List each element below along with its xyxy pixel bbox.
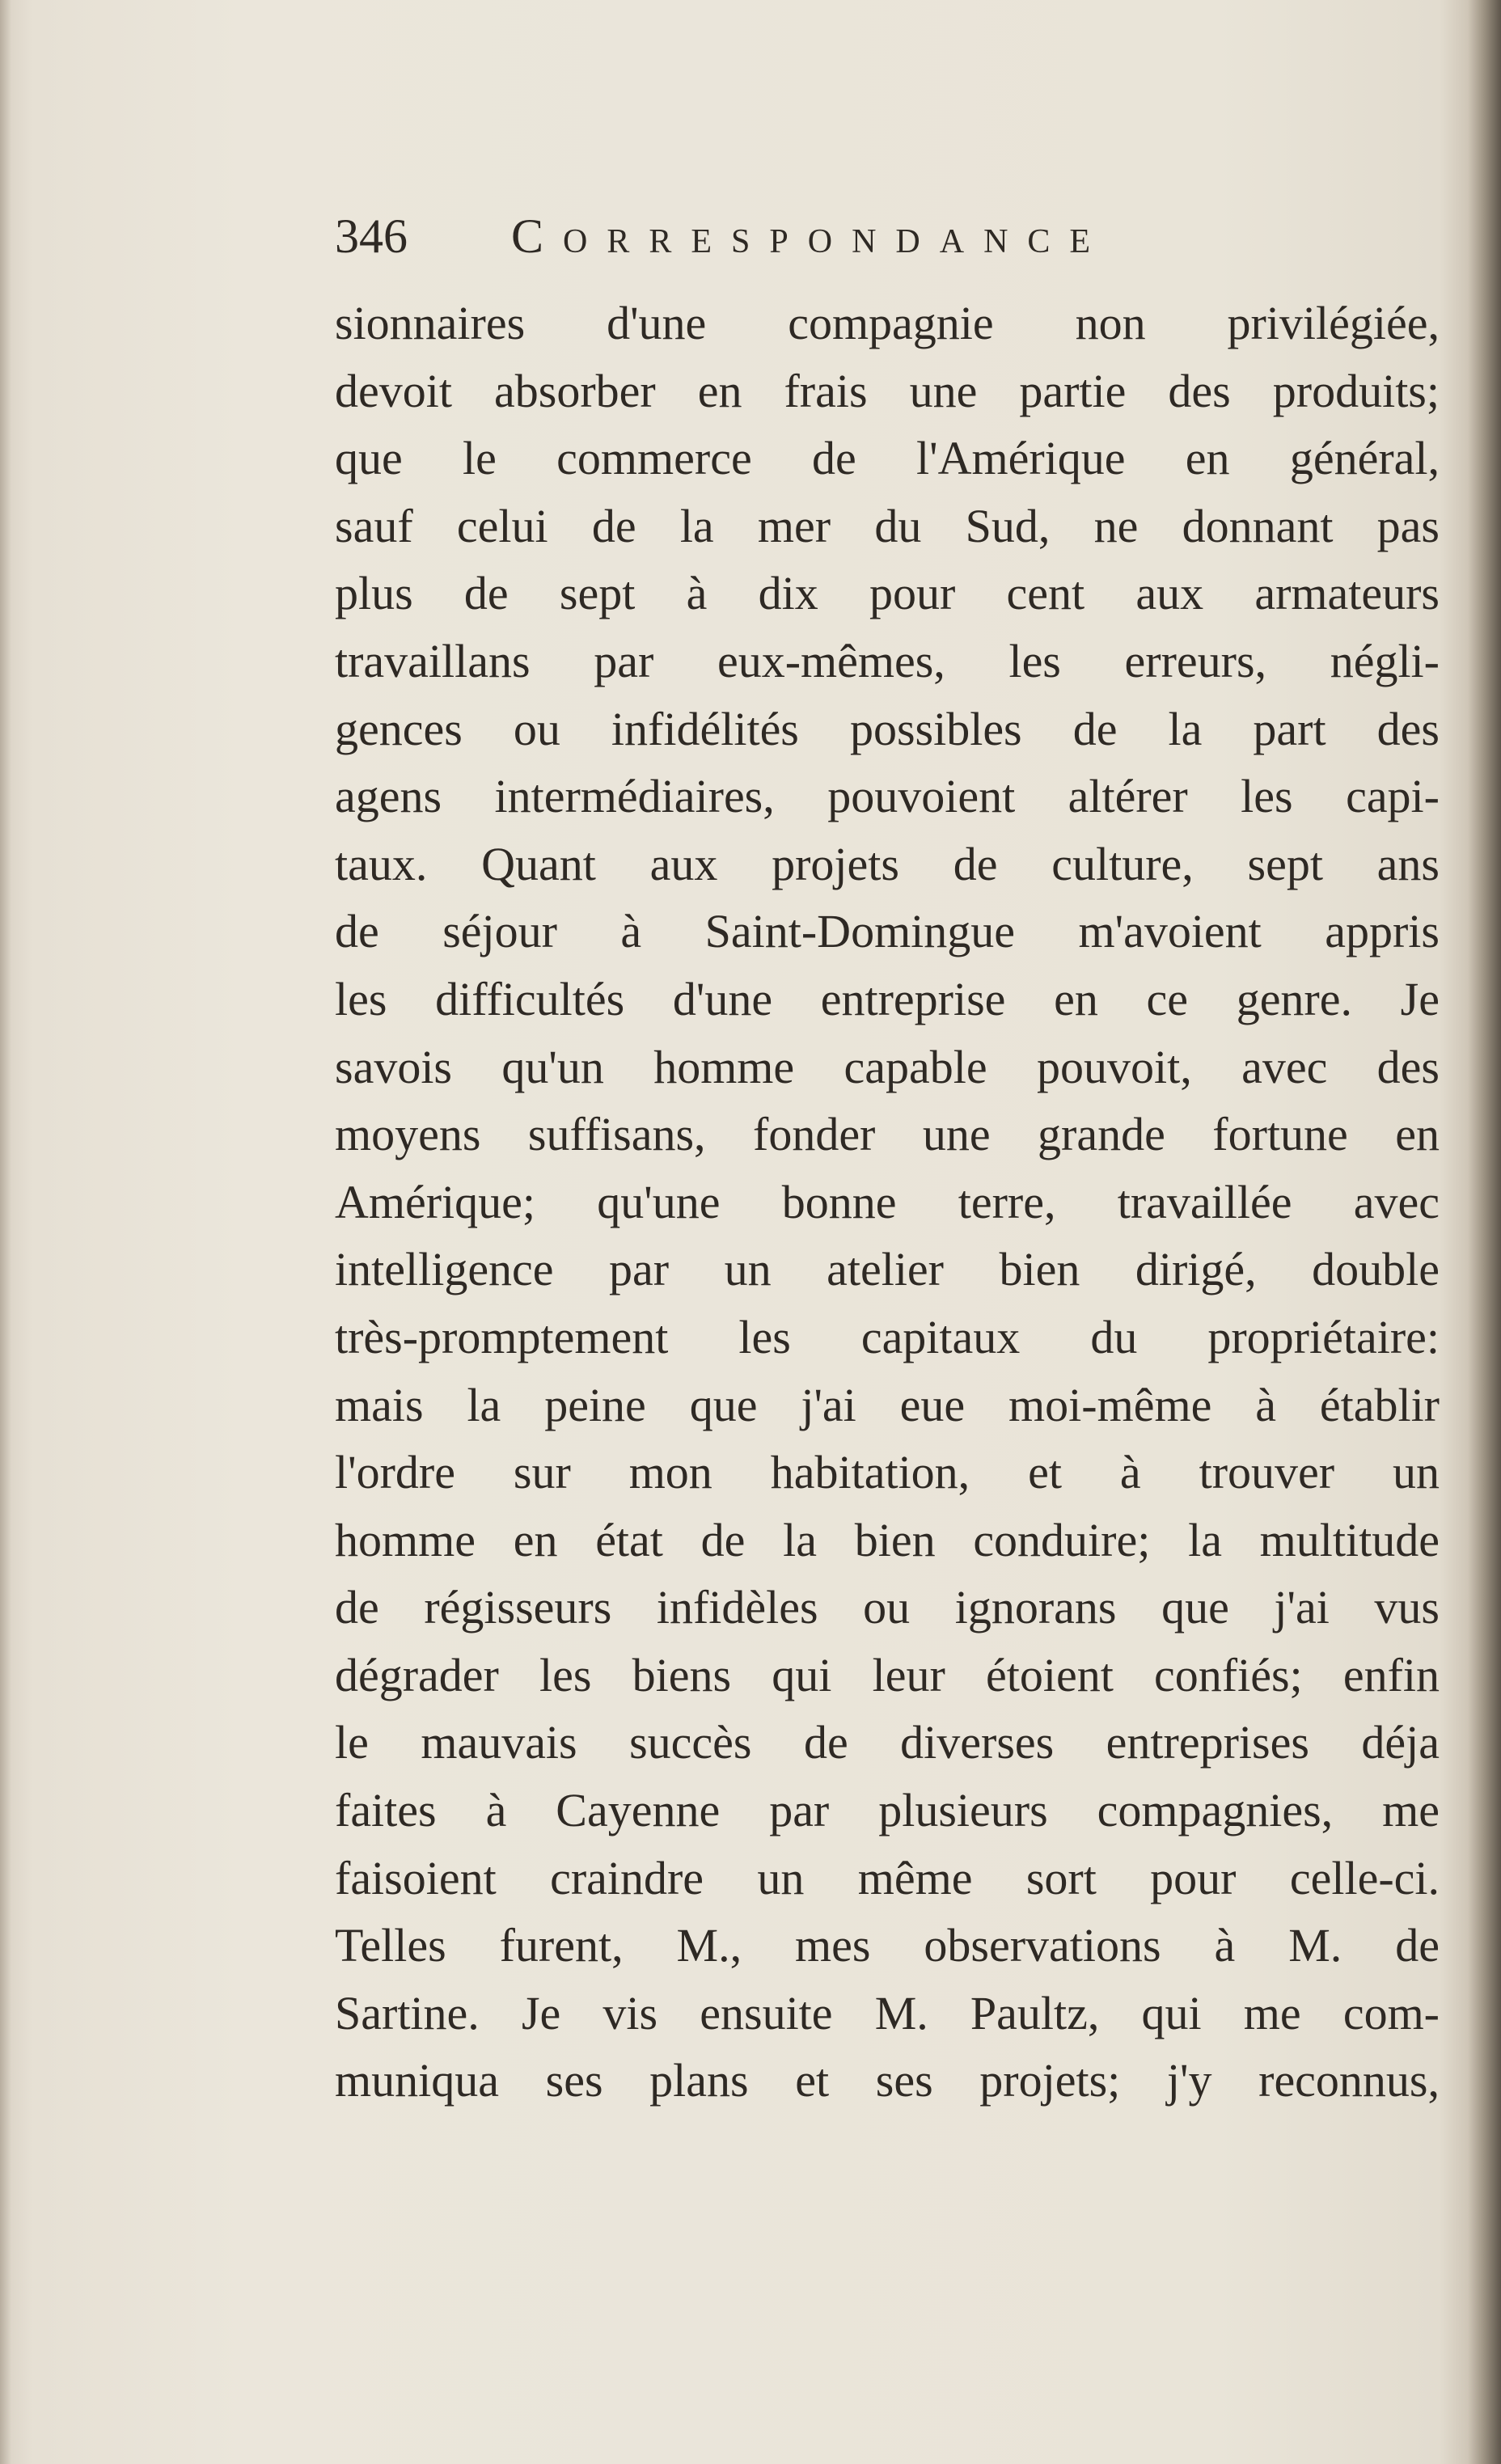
text-line	[335, 1709, 1440, 1777]
text-line-content: les difficultés d'une entreprise en ce genre. Je	[335, 972, 1440, 1025]
text-line-content: savois qu'un homme capable pouvoit, avec des	[335, 1040, 1440, 1093]
text-line-content: dégrader les biens qui leur étoient confiés; enfin	[335, 1648, 1440, 1701]
running-title: Correspondance	[511, 209, 1110, 263]
text-line-content: Telles furent, M., mes observations à M. de	[335, 1919, 1440, 1972]
text-line	[335, 1371, 1440, 1439]
text-line-content: que le commerce de l'Amérique en général,	[335, 432, 1440, 485]
page-header	[335, 209, 1305, 273]
text-line	[335, 830, 1440, 898]
text-line	[335, 357, 1440, 425]
text-line-content: gences ou infidélités possibles de la part des	[335, 702, 1440, 755]
text-line	[335, 1236, 1440, 1304]
text-line-content: faisoient craindre un même sort pour celle-ci.	[335, 1851, 1440, 1904]
text-line-content: très-promptement les capitaux du propriétaire:	[335, 1310, 1440, 1363]
text-line-content: de séjour à Saint-Domingue m'avoient appris	[335, 905, 1440, 958]
page-number: 346	[335, 209, 408, 263]
text-line-content: travaillans par eux-mêmes, les erreurs, négli-	[335, 634, 1440, 687]
text-line-content: faites à Cayenne par plusieurs compagnies, me	[335, 1784, 1440, 1837]
text-line	[335, 425, 1440, 492]
text-line-content: de régisseurs infidèles ou ignorans que j'ai vus	[335, 1581, 1440, 1634]
text-line-content: muniqua ses plans et ses projets; j'y reconnus,	[335, 2054, 1440, 2107]
text-line-content: devoit absorber en frais une partie des produits;	[335, 364, 1440, 417]
text-line	[335, 898, 1440, 966]
text-line	[335, 2047, 1440, 2115]
text-line-content: plus de sept à dix pour cent aux armateurs	[335, 567, 1440, 620]
text-line-content: agens intermédiaires, pouvoient altérer les capi-	[335, 770, 1440, 823]
text-line	[335, 1169, 1440, 1236]
text-line	[335, 1304, 1440, 1371]
text-line	[335, 1845, 1440, 1912]
text-line	[335, 290, 1440, 357]
text-line	[335, 763, 1440, 830]
text-line-content: moyens suffisans, fonder une grande fortune en	[335, 1108, 1440, 1161]
text-line	[335, 628, 1440, 695]
text-line-content: le mauvais succès de diverses entreprises déja	[335, 1716, 1440, 1769]
text-line	[335, 1642, 1440, 1710]
text-line-content: l'ordre sur mon habitation, et à trouver un	[335, 1446, 1440, 1499]
text-line-content: sauf celui de la mer du Sud, ne donnant pas	[335, 499, 1440, 552]
text-line	[335, 1439, 1440, 1507]
text-line-content: mais la peine que j'ai eue moi-même à établir	[335, 1378, 1440, 1431]
text-line	[335, 966, 1440, 1033]
body-text	[335, 290, 1440, 2115]
text-line	[335, 1574, 1440, 1642]
text-line	[335, 1101, 1440, 1169]
text-line	[335, 560, 1440, 628]
text-line-content: intelligence par un atelier bien dirigé, double	[335, 1243, 1440, 1296]
text-line	[335, 1912, 1440, 1980]
page-gutter-edge	[0, 0, 11, 2464]
text-line	[335, 1033, 1440, 1101]
text-line-content: sionnaires d'une compagnie non privilégiée,	[335, 297, 1440, 349]
text-line-content: Sartine. Je vis ensuite M. Paultz, qui me com-	[335, 1986, 1440, 2039]
text-line	[335, 695, 1440, 763]
text-line-content: Amérique; qu'une bonne terre, travaillée avec	[335, 1175, 1440, 1228]
text-line	[335, 1980, 1440, 2048]
text-line-content: homme en état de la bien conduire; la multitude	[335, 1513, 1440, 1566]
text-line	[335, 492, 1440, 560]
text-line	[335, 1507, 1440, 1574]
text-line-content: taux. Quant aux projets de culture, sept ans	[335, 837, 1440, 890]
text-line	[335, 1777, 1440, 1845]
